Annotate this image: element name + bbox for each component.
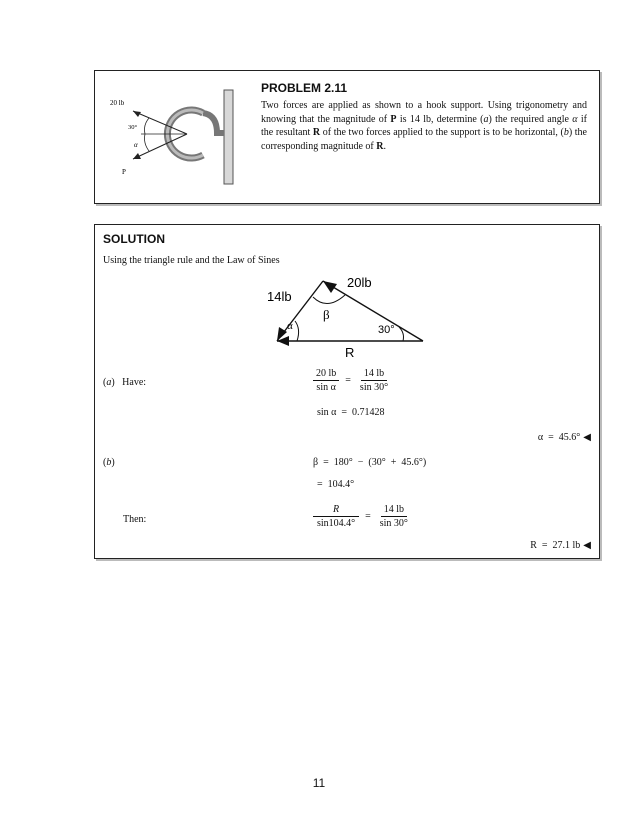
equals-sign: =	[365, 511, 371, 522]
part-a-text: ) Have:	[111, 377, 147, 388]
problem-text-r: R	[376, 140, 384, 152]
page-number: 11	[312, 776, 326, 790]
fraction-numerator: R	[313, 503, 359, 517]
problem-text-r: R	[312, 127, 321, 138]
answer-r	[530, 540, 591, 551]
sin-alpha-value: sin α = 0.71428	[317, 407, 385, 418]
fraction-denominator: sin104.4°	[316, 518, 356, 529]
law-of-sines-equation-b	[313, 503, 411, 530]
figure-force-label: 20 lb	[110, 99, 125, 107]
solution-box	[94, 224, 600, 559]
part-a-paren: (	[103, 377, 107, 388]
problem-text-segment: Two forces are applied as shown to a hook support. Using trigonometry and knowing that the magnitude of	[261, 100, 587, 125]
diagram-label-alpha: α	[287, 320, 293, 332]
problem-text-segment: of the two forces applied to the support is to be horizontal, (	[320, 127, 564, 138]
fraction-numerator: 14 lb	[361, 367, 387, 381]
diagram-label-beta: β	[323, 307, 330, 322]
part-b-paren: (	[103, 457, 107, 468]
figure-alpha-label: α	[134, 141, 138, 149]
fraction-left	[313, 367, 339, 394]
part-b-text: )	[111, 457, 115, 468]
part-b-label	[103, 457, 115, 468]
fraction-right	[357, 367, 391, 394]
hook-support-figure	[105, 87, 240, 187]
part-a-label	[103, 377, 146, 388]
problem-title: PROBLEM 2.11	[261, 81, 348, 95]
answer-alpha-text: α = 45.6°	[537, 432, 581, 443]
then-label: Then:	[123, 514, 147, 525]
law-of-sines-equation-a	[313, 367, 391, 394]
beta-value: = 104.4°	[317, 479, 355, 490]
fraction-left	[313, 503, 359, 530]
diagram-label-30: 30°	[378, 324, 395, 336]
figure-p-label: P	[122, 168, 126, 176]
fraction-right	[377, 503, 411, 530]
problem-text-a: a	[483, 113, 489, 125]
answer-marker-icon: ◀	[583, 540, 591, 551]
equals-sign: =	[345, 375, 351, 386]
fraction-denominator: sin 30°	[359, 382, 389, 393]
part-a-letter: a	[106, 377, 112, 388]
answer-alpha	[538, 432, 591, 443]
problem-statement	[261, 99, 587, 153]
figure-angle-label: 30°	[128, 124, 138, 131]
fraction-denominator: sin α	[316, 382, 336, 393]
problem-text-segment: is 14 lb, determine (	[396, 113, 484, 125]
problem-text-b: b	[563, 127, 569, 138]
solution-intro: Using the triangle rule and the Law of Sines	[103, 255, 280, 266]
beta-equation: β = 180° − (30° + 45.6°)	[313, 457, 427, 468]
problem-text-segment: .	[383, 140, 386, 152]
fraction-numerator: 14 lb	[381, 503, 407, 517]
diagram-label-20lb: 20lb	[347, 275, 372, 290]
force-triangle-diagram	[265, 269, 435, 360]
problem-text-segment: if the resultant	[261, 113, 587, 138]
problem-text-segment: ) the corresponding magnitude of	[261, 127, 587, 152]
answer-r-text: R = 27.1 lb	[530, 540, 581, 551]
fraction-denominator: sin 30°	[379, 518, 408, 529]
problem-box	[94, 70, 600, 204]
fraction-numerator: 20 lb	[313, 367, 339, 381]
diagram-label-14lb: 14lb	[267, 289, 292, 304]
answer-marker-icon: ◀	[583, 432, 591, 443]
diagram-label-r: R	[345, 345, 355, 360]
problem-text-alpha: α	[572, 113, 578, 125]
part-b-letter: b	[106, 457, 112, 468]
problem-text-p: P	[390, 113, 397, 125]
solution-title: SOLUTION	[103, 232, 165, 246]
problem-text-segment: ) the required angle	[488, 113, 573, 125]
